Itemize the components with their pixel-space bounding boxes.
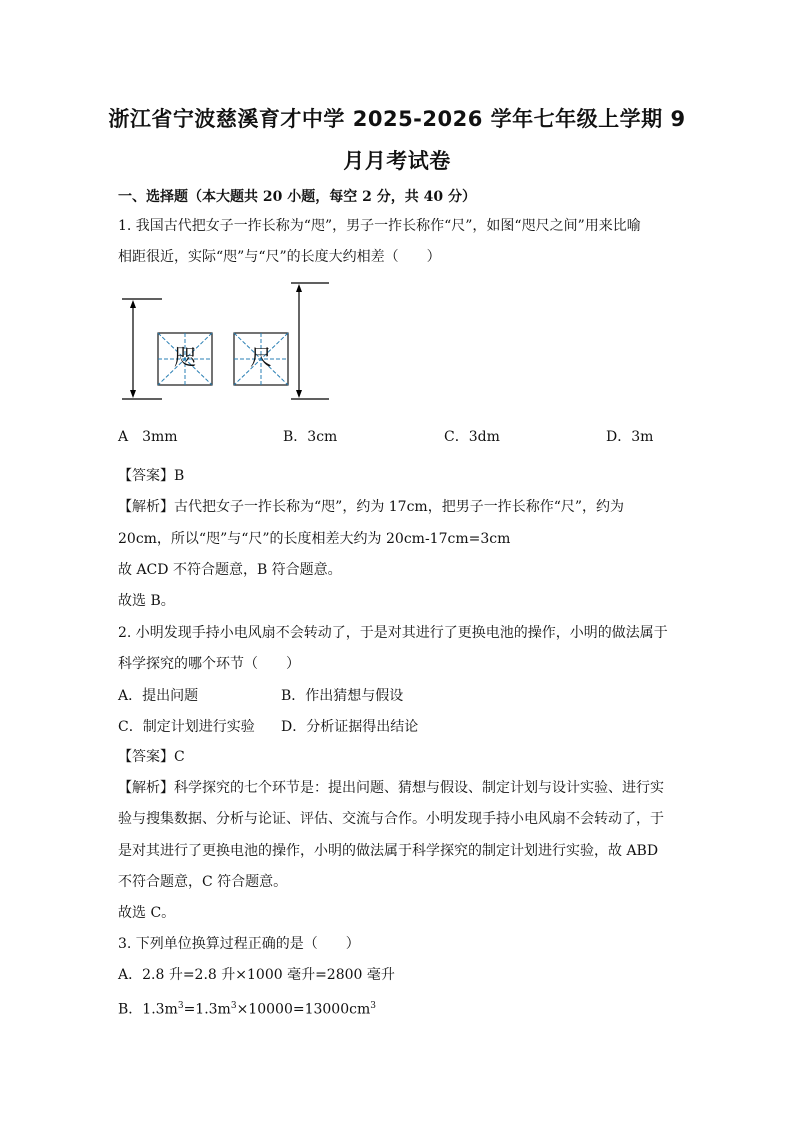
q3-option-b (118, 996, 376, 1020)
q3-option-b-part-3: ×10000=13000cm (236, 1001, 371, 1018)
q3-option-a: A．2.8 升=2.8 升×1000 毫升=2800 毫升 (118, 967, 395, 983)
q3-option-b-part-1: B．1.3m (118, 1001, 178, 1018)
q1-analysis-line-2: 20cm，所以“咫”与“尺”的长度相差大约为 20cm-17cm=3cm (118, 531, 511, 547)
q3-option-b-sup-1: 3 (177, 1001, 184, 1011)
q1-option-c: C．3dm (444, 429, 500, 445)
q2-conclusion: 故选 C。 (118, 905, 176, 921)
q1-option-a: A 3mm (118, 429, 178, 445)
q2-analysis-line-3: 是对其进行了更换电池的操作，小明的做法属于科学探究的制定计划进行实验，故 ABD (118, 843, 659, 859)
q2-option-a: A．提出问题 (118, 688, 199, 704)
q2-stem-line-1: 2. 小明发现手持小电风扇不会转动了，于是对其进行了更换电池的操作，小明的做法属于 (118, 625, 668, 641)
q2-analysis-line-2: 验与搜集数据、分析与论证、评估、交流与合作。小明发现手持小电风扇不会转动了，于 (118, 811, 664, 827)
q3-stem: 3. 下列单位换算过程正确的是（ ） (118, 936, 360, 952)
q2-stem-line-2: 科学探究的哪个环节（ ） (118, 656, 300, 672)
q2-option-c: C．制定计划进行实验 (118, 719, 255, 735)
q2-analysis-line-1: 【解析】科学探究的七个环节是：提出问题、猜想与假设、制定计划与设计实验、进行实 (118, 780, 664, 796)
q3-option-b-sup-2: 3 (230, 1001, 237, 1011)
q3-option-b-part-2: =1.3m (183, 1001, 231, 1018)
q1-figure-char-right: 尺 (249, 346, 272, 371)
q2-option-d: D．分析证据得出结论 (281, 719, 419, 735)
q2-answer: 【答案】C (118, 749, 185, 765)
q1-option-d: D．3m (606, 429, 654, 445)
q1-analysis-line-3: 故 ACD 不符合题意，B 符合题意。 (118, 562, 342, 578)
page-title-line-1: 浙江省宁波慈溪育才中学 2025-2026 学年七年级上学期 9 (108, 107, 686, 131)
q1-analysis-line-1: 【解析】古代把女子一拃长称为“咫”，约为 17cm，把男子一拃长称作“尺”，约为 (118, 499, 625, 515)
q2-option-b: B．作出猜想与假设 (281, 688, 404, 704)
q1-stem-line-2: 相距很近，实际“咫”与“尺”的长度大约相差（ ） (118, 249, 441, 265)
q2-analysis-line-4: 不符合题意，C 符合题意。 (118, 874, 288, 890)
q1-answer: 【答案】B (118, 468, 185, 484)
q1-option-b: B．3cm (283, 429, 338, 445)
section-heading: 一、选择题（本大题共 20 小题，每空 2 分，共 40 分） (118, 189, 476, 205)
q1-stem-line-1: 1. 我国古代把女子一拃长称为“咫”，男子一拃长称作“尺”，如图“咫尺之间”用来比喻 (118, 218, 641, 234)
page-title-line-2: 月月考试卷 (343, 149, 451, 173)
q1-conclusion: 故选 B。 (118, 593, 175, 609)
q3-option-b-sup-3: 3 (370, 1001, 376, 1011)
q1-figure-char-left: 咫 (173, 346, 196, 371)
q1-figure (118, 280, 348, 405)
